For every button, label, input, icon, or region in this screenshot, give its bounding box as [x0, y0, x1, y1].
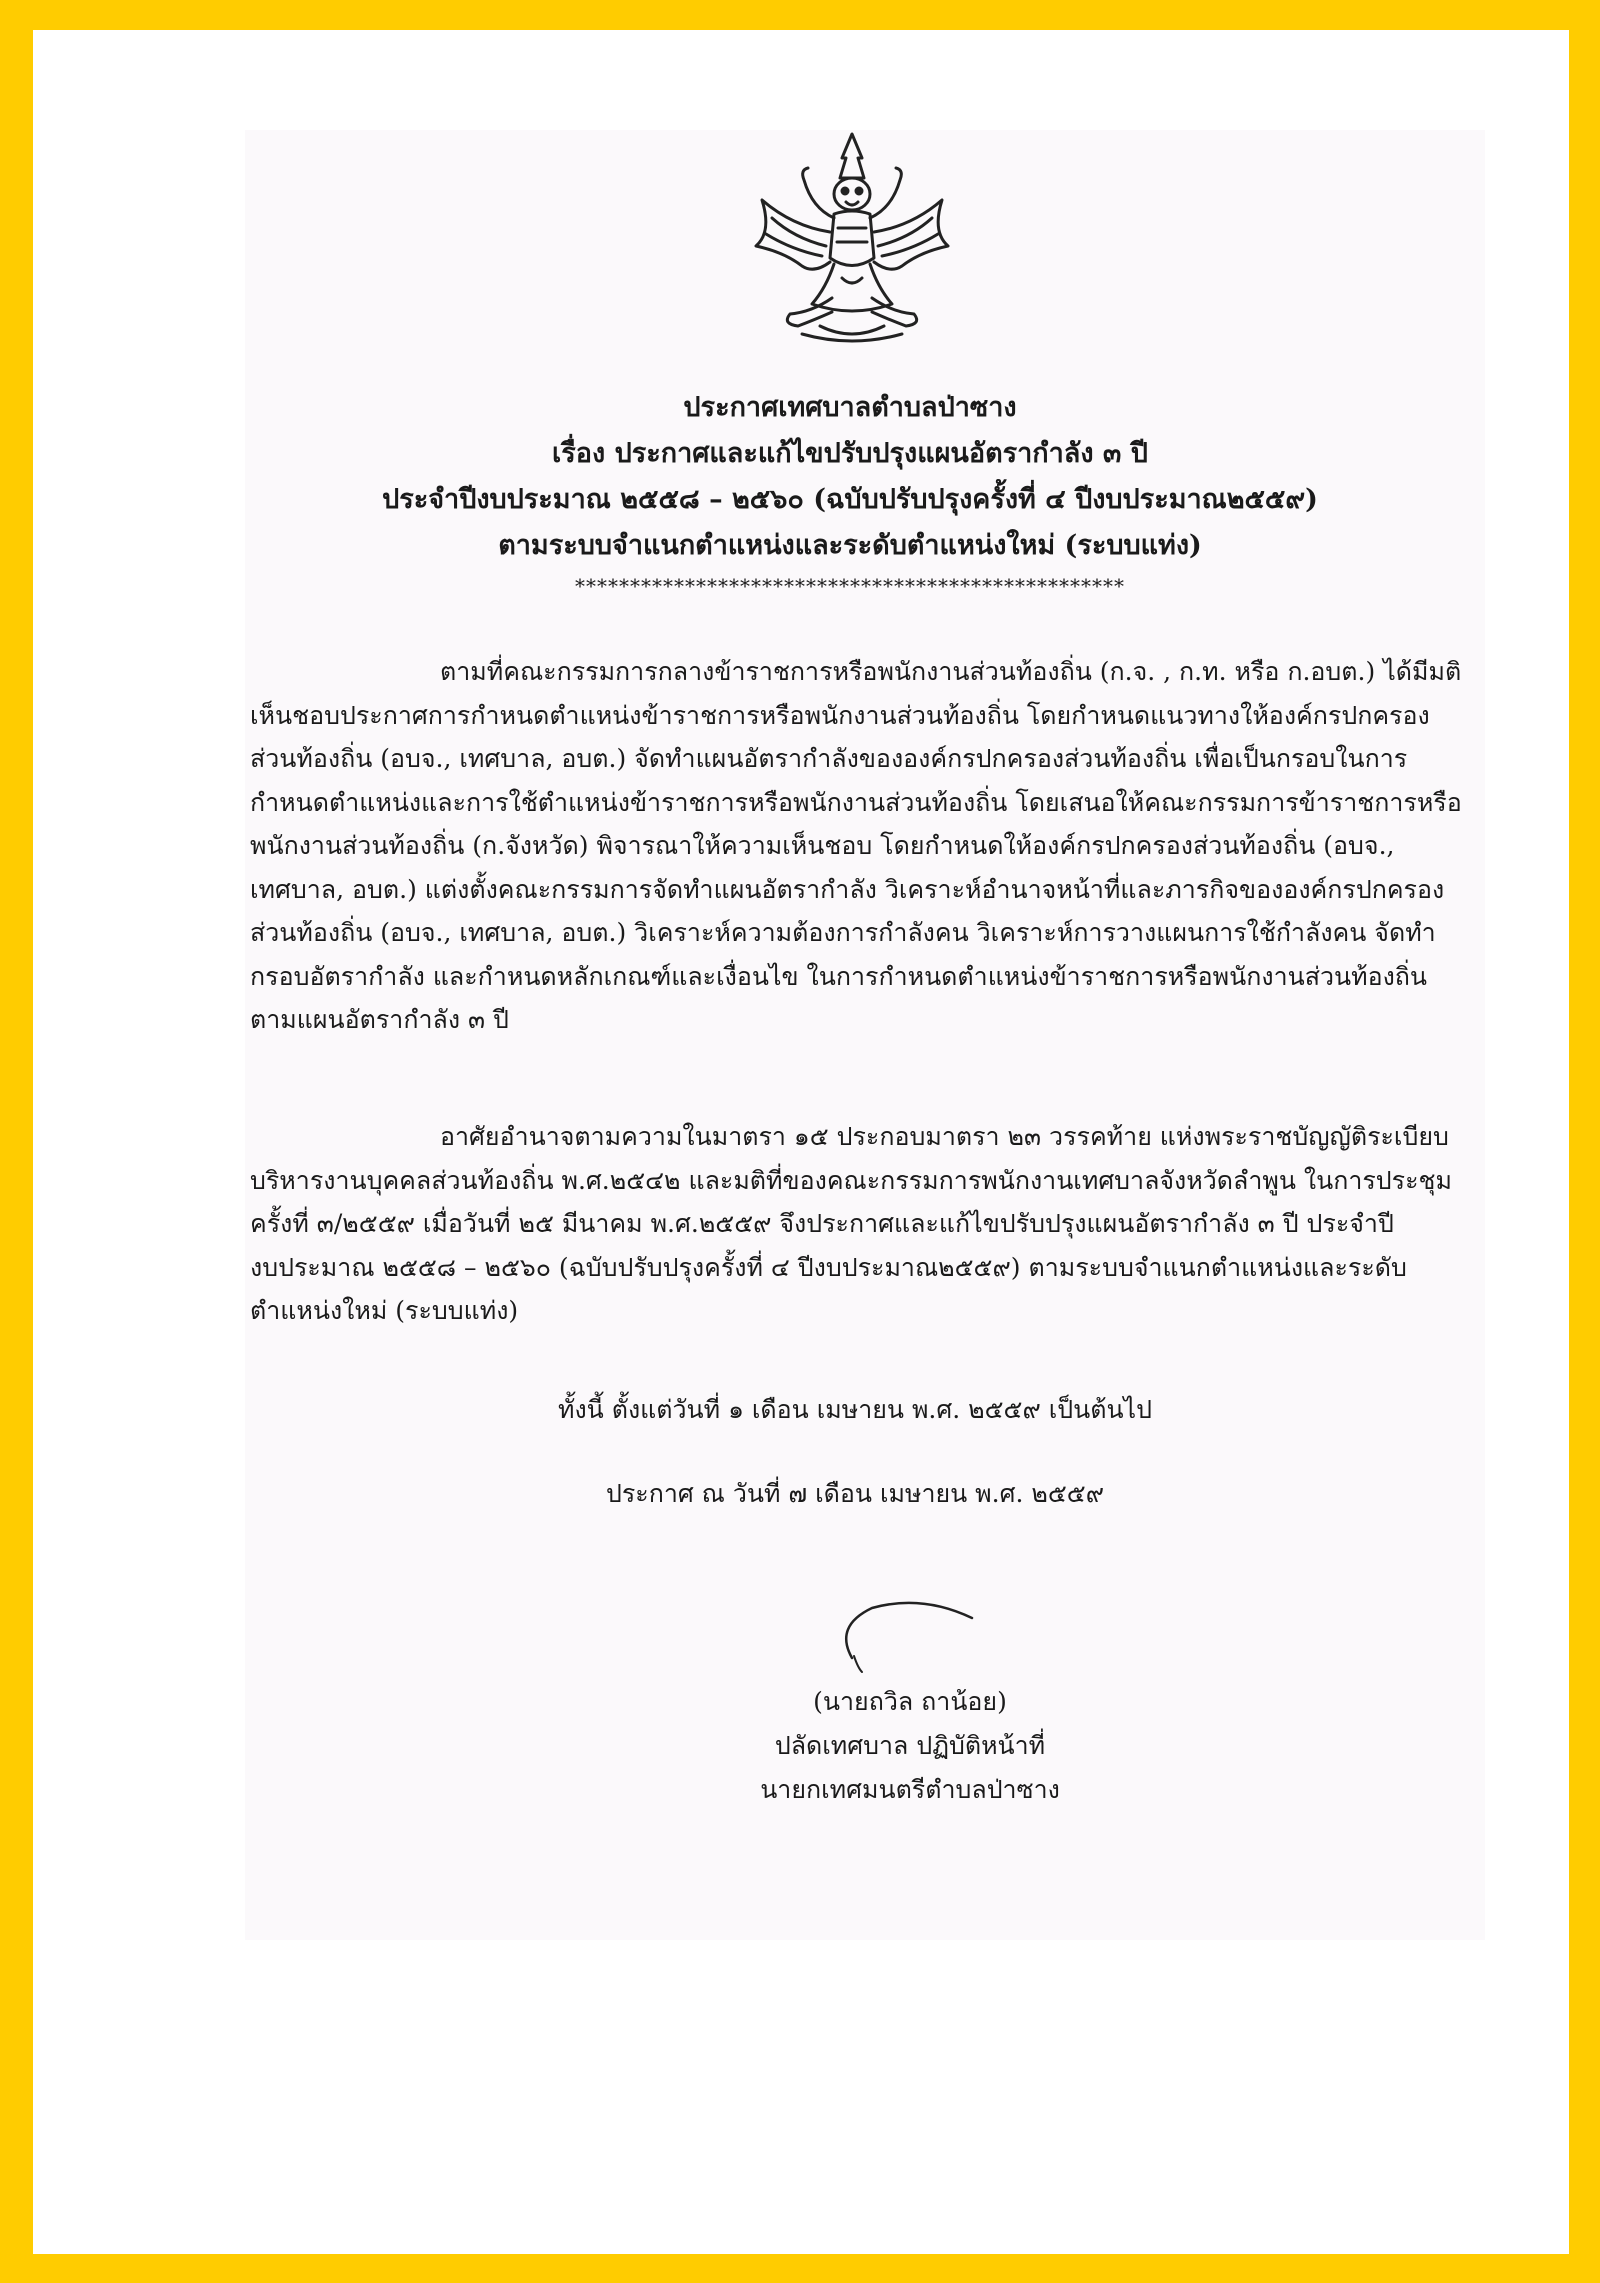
paragraph-line: ตามที่คณะกรรมการกลางข้าราชการหรือพนักงานส่วนท้องถิ่น (ก.จ. , ก.ท. หรือ ก.อบต.) ได้มีมติ [440, 657, 1462, 686]
paragraph-line: ส่วนท้องถิ่น (อบจ., เทศบาล, อบต.) จัดทำแผนอัตรากำลังขององค์กรปกครองส่วนท้องถิ่น เพื่อเป็นกรอบในการ [250, 744, 1408, 773]
system-line: ตามระบบจำแนกตำแหน่งและระดับตำแหน่งใหม่ (ระบบแท่ง) [498, 530, 1202, 561]
fiscal-period-line: ประจำปีงบประมาณ ๒๕๕๘ – ๒๕๖๐ (ฉบับปรับปรุงครั้งที่ ๔ ปีงบประมาณ๒๕๕๙) [382, 484, 1318, 515]
effective-date: ทั้งนี้ ตั้งแต่วันที่ ๑ เดือน เมษายน พ.ศ. ๒๕๕๙ เป็นต้นไป [558, 1395, 1152, 1424]
paragraph-line: ตามแผนอัตรากำลัง ๓ ปี [250, 1005, 509, 1034]
paragraph-line: ครั้งที่ ๓/๒๕๕๙ เมื่อวันที่ ๒๕ มีนาคม พ.ศ.๒๕๕๙ จึงประกาศและแก้ไขปรับปรุงแผนอัตรากำลัง ๓ ปี ประจำปี [250, 1209, 1394, 1238]
paragraph-line: อาศัยอำนาจตามความในมาตรา ๑๕ ประกอบมาตรา ๒๓ วรรคท้าย แห่งพระราชบัญญัติระเบียบ [440, 1122, 1449, 1151]
paragraph-line: เห็นชอบประกาศการกำหนดตำแหน่งข้าราชการหรือพนักงานส่วนท้องถิ่น โดยกำหนดแนวทางให้องค์กรปกครอง [250, 700, 1430, 730]
garuda-emblem-icon [742, 128, 962, 348]
organization-title: ประกาศเทศบาลตำบลป่าซาง [683, 392, 1017, 423]
subject-line: เรื่อง ประกาศและแก้ไขปรับปรุงแผนอัตรากำลัง ๓ ปี [552, 438, 1148, 469]
separator-stars: ************************************************** [575, 574, 1125, 598]
signatory-title: นายกเทศมนตรีตำบลป่าซาง [760, 1775, 1060, 1804]
paragraph-line: บริหารงานบุคคลส่วนท้องถิ่น พ.ศ.๒๕๔๒ และมติที่ของคณะกรรมการพนักงานเทศบาลจังหวัดลำพูน ในการประชุม [250, 1165, 1452, 1195]
paragraph-line: ส่วนท้องถิ่น (อบจ., เทศบาล, อบต.) วิเคราะห์ความต้องการกำลังคน วิเคราะห์การวางแผนการใช้กำลังคน จัดทำ [250, 918, 1436, 947]
handwritten-signature [832, 1596, 982, 1676]
paragraph-line: กำหนดตำแหน่งและการใช้ตำแหน่งข้าราชการหรือพนักงานส่วนท้องถิ่น โดยเสนอให้คณะกรรมการข้าราชการหรือ [250, 787, 1462, 817]
document-header [300, 385, 1400, 603]
paragraph-2 [250, 1115, 1460, 1333]
paragraph-1 [250, 650, 1460, 1042]
paragraph-line: ตำแหน่งใหม่ (ระบบแท่ง) [250, 1296, 519, 1325]
paragraph-line: เทศบาล, อบต.) แต่งตั้งคณะกรรมการจัดทำแผนอัตรากำลัง วิเคราะห์อำนาจหน้าที่และภารกิจขององค์กรปกครอง [250, 874, 1445, 904]
paragraph-line: กรอบอัตรากำลัง และกำหนดหลักเกณฑ์และเงื่อนไข ในการกำหนดตำแหน่งข้าราชการหรือพนักงานส่วนท้องถิ่น [250, 961, 1428, 991]
paragraph-line: งบประมาณ ๒๕๕๘ – ๒๕๖๐ (ฉบับปรับปรุงครั้งที่ ๔ ปีงบประมาณ๒๕๕๙) ตามระบบจำแนกตำแหน่งและระดับ [250, 1252, 1407, 1282]
signatory-name: (นายถวิล ถาน้อย) [813, 1687, 1007, 1716]
paragraph-line: พนักงานส่วนท้องถิ่น (ก.จังหวัด) พิจารณาให้ความเห็นชอบ โดยกำหนดให้องค์กรปกครองส่วนท้องถิ่น (อบจ., [250, 831, 1395, 860]
signatory-block [720, 1680, 1100, 1812]
announcement-date: ประกาศ ณ วันที่ ๗ เดือน เมษายน พ.ศ. ๒๕๕๙ [605, 1479, 1105, 1508]
signatory-position: ปลัดเทศบาล ปฏิบัติหน้าที่ [774, 1731, 1046, 1760]
